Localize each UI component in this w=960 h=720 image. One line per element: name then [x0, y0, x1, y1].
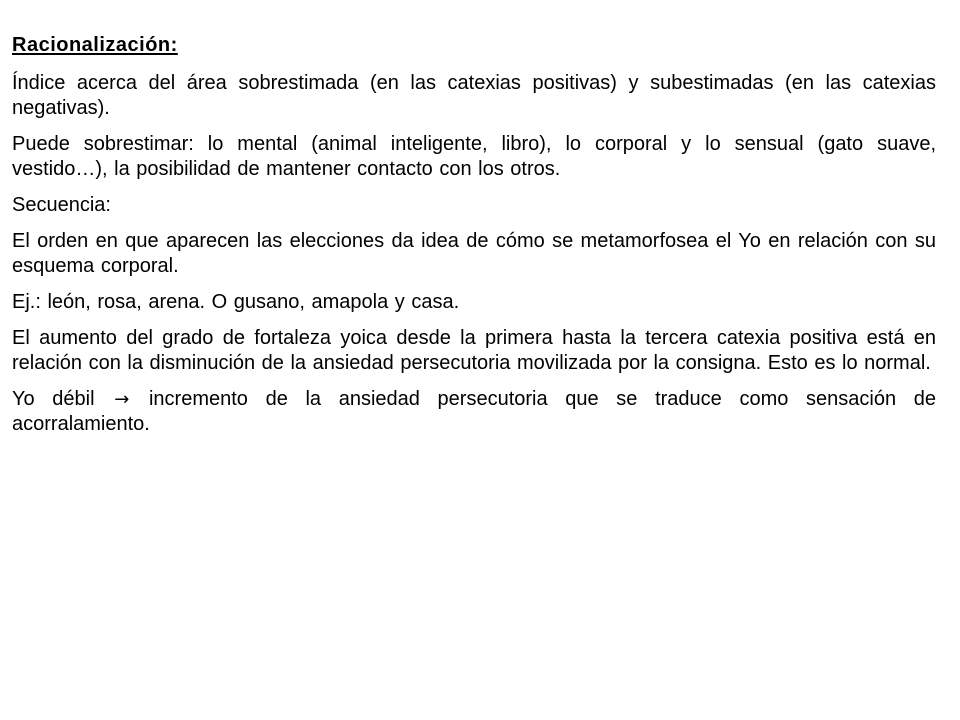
paragraph-orden: El orden en que aparecen las elecciones da idea de cómo se metamorfosea el Yo en relación con su esquema corporal. [12, 230, 936, 277]
yo-debil-text: Yo débil [12, 388, 95, 410]
right-arrow-icon: → [114, 389, 130, 410]
paragraph-sobrestimar: Puede sobrestimar: lo mental (animal inteligente, libro), lo corporal y lo sensual (gato suave, vestido…), la posibilidad de mantener contacto con los otros. [12, 133, 936, 180]
paragraph-ejemplo: Ej.: león, rosa, arena. O gusano, amapola y casa. [12, 291, 460, 313]
paragraph-yo-debil [12, 387, 936, 437]
section-heading: Racionalización: [12, 34, 178, 56]
yo-debil-rest: incremento de la ansiedad persecutoria que se traduce como sensación de acorralamiento. [12, 388, 936, 435]
text-body [12, 33, 936, 448]
paragraph-racionalizacion: Índice acerca del área sobrestimada (en las catexias positivas) y subestimadas (en las catexias negativas). [12, 72, 936, 119]
paragraph-secuencia-label: Secuencia: [12, 194, 111, 216]
paragraph-aumento: El aumento del grado de fortaleza yoica desde la primera hasta la tercera catexia positiva está en relación con la disminución de la ansiedad persecutoria movilizada por la consigna. Esto es lo normal. [12, 327, 936, 374]
